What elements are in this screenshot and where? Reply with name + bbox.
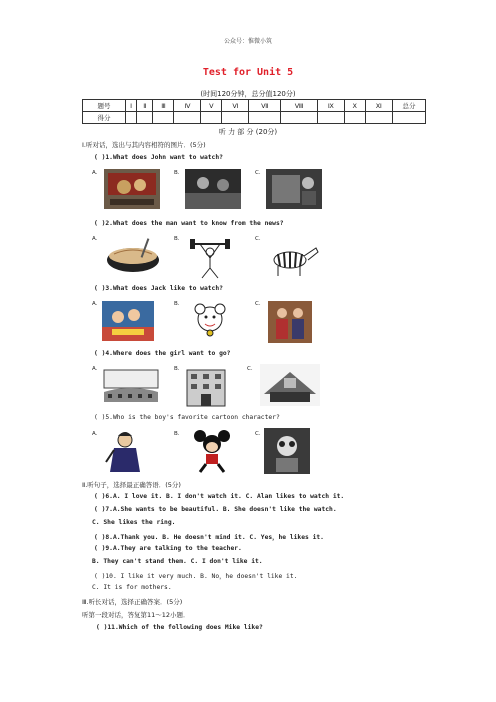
drama-scene-image[interactable] [268, 301, 312, 343]
page-header: 公众号：惟微小筑 [223, 38, 272, 45]
pleasant-goat-image[interactable] [188, 299, 232, 343]
score-input-cell[interactable] [393, 112, 426, 124]
section-title: 听 力 部 分 (20分) [218, 128, 278, 136]
building-image[interactable] [183, 364, 229, 408]
question-1: ( )1.What does John want to watch? [94, 154, 223, 161]
score-input-cell[interactable] [174, 112, 201, 124]
tv-show-image[interactable] [266, 169, 322, 209]
cinema-image[interactable] [100, 364, 162, 404]
score-cell: Ⅸ [317, 100, 344, 112]
question-8: ( )8.A.Thank you. B. He doesn't mind it. C. Yes，he likes it. [94, 534, 324, 541]
option-label: A. [92, 366, 98, 372]
question-6: ( )6.A. I love it. B. I don't watch it. C. Alan likes to watch it. [94, 493, 345, 500]
option-label: C. [255, 431, 261, 437]
part3-intro: 听第一段对话，答复第11～12小题． [82, 611, 190, 619]
score-input-cell[interactable] [201, 112, 222, 124]
option-label: B. [174, 236, 180, 242]
score-input-cell[interactable] [344, 112, 365, 124]
noodle-bowl-image[interactable] [104, 236, 162, 278]
cartoon-hero-image[interactable] [102, 428, 148, 474]
score-table-score-row [83, 112, 426, 124]
score-table-header-row [83, 100, 426, 112]
question-2: ( )2.What does the man want to know from the news? [94, 220, 284, 227]
question-11: ( )11.Which of the following does Mike like? [96, 624, 263, 631]
score-input-cell[interactable] [249, 112, 281, 124]
part3-heading: Ⅲ.听长对话，选择正确答案．(5分) [82, 598, 183, 606]
score-cell: Ⅲ [153, 100, 174, 112]
score-row-label: 得分 [83, 112, 126, 124]
score-input-cell[interactable] [365, 112, 392, 124]
part2-heading: Ⅱ.听句子，选择最正确答语．(5分) [82, 481, 181, 489]
question-3: ( )3.What does Jack like to watch? [94, 285, 223, 292]
score-cell: Ⅴ [201, 100, 222, 112]
score-table [82, 99, 426, 124]
option-label: B. [174, 301, 180, 307]
score-cell: Ⅰ [126, 100, 137, 112]
score-cell: Ⅱ [137, 100, 153, 112]
option-label: C. [247, 366, 253, 372]
question-10-option-c: C. It is for mothers. [92, 584, 172, 591]
zebra-image[interactable] [266, 244, 320, 278]
option-label: B. [174, 170, 180, 176]
part1-heading: Ⅰ.听对话，选出与其内容相符的图片．(5分) [82, 141, 206, 149]
cartoon-kids-image[interactable] [102, 301, 154, 341]
score-cell: Ⅳ [174, 100, 201, 112]
score-cell: 题号 [83, 100, 126, 112]
question-9: ( )9.A.They are talking to the teacher. [94, 545, 242, 552]
question-4: ( )4.Where does the girl want to go? [94, 350, 231, 357]
question-5: ( )5.Who is the boy's favorite cartoon character? [94, 414, 280, 421]
movie-poster-image[interactable] [104, 169, 160, 209]
option-label: A. [92, 236, 98, 242]
score-input-cell[interactable] [317, 112, 344, 124]
score-input-cell[interactable] [222, 112, 249, 124]
score-input-cell[interactable] [281, 112, 318, 124]
score-cell: Ⅵ [222, 100, 249, 112]
option-label: B. [174, 366, 180, 372]
weightlifter-image[interactable] [188, 236, 232, 280]
option-label: C. [255, 170, 261, 176]
score-input-cell[interactable] [153, 112, 174, 124]
option-label: C. [255, 301, 261, 307]
action-movie-image[interactable] [185, 169, 241, 209]
option-label: A. [92, 170, 98, 176]
question-9-options: B. They can't stand them. C. I don't like it. [92, 558, 263, 565]
score-input-cell[interactable] [126, 112, 137, 124]
mickey-mouse-image[interactable] [190, 428, 234, 474]
score-cell: Ⅹ [344, 100, 365, 112]
kung-fu-panda-image[interactable] [264, 428, 310, 474]
score-input-cell[interactable] [137, 112, 153, 124]
question-10: ( )10. I like it very much. B. No，he doesn't like it. [94, 573, 298, 580]
option-label: A. [92, 431, 98, 437]
score-cell: Ⅶ [249, 100, 281, 112]
score-cell: Ⅺ [365, 100, 392, 112]
auditorium-image[interactable] [260, 364, 320, 406]
score-cell: Ⅷ [281, 100, 318, 112]
test-title: Test for Unit 5 [202, 67, 294, 78]
question-7-option-c: C. She likes the ring. [92, 519, 176, 526]
option-label: C. [255, 236, 261, 242]
option-label: A. [92, 301, 98, 307]
score-cell: 总分 [393, 100, 426, 112]
question-7: ( )7.A.She wants to be beautiful. B. She doesn't like the watch. [94, 506, 337, 513]
option-label: B. [174, 431, 180, 437]
test-subtitle: (时间120分钟，总分值120分) [200, 90, 296, 98]
